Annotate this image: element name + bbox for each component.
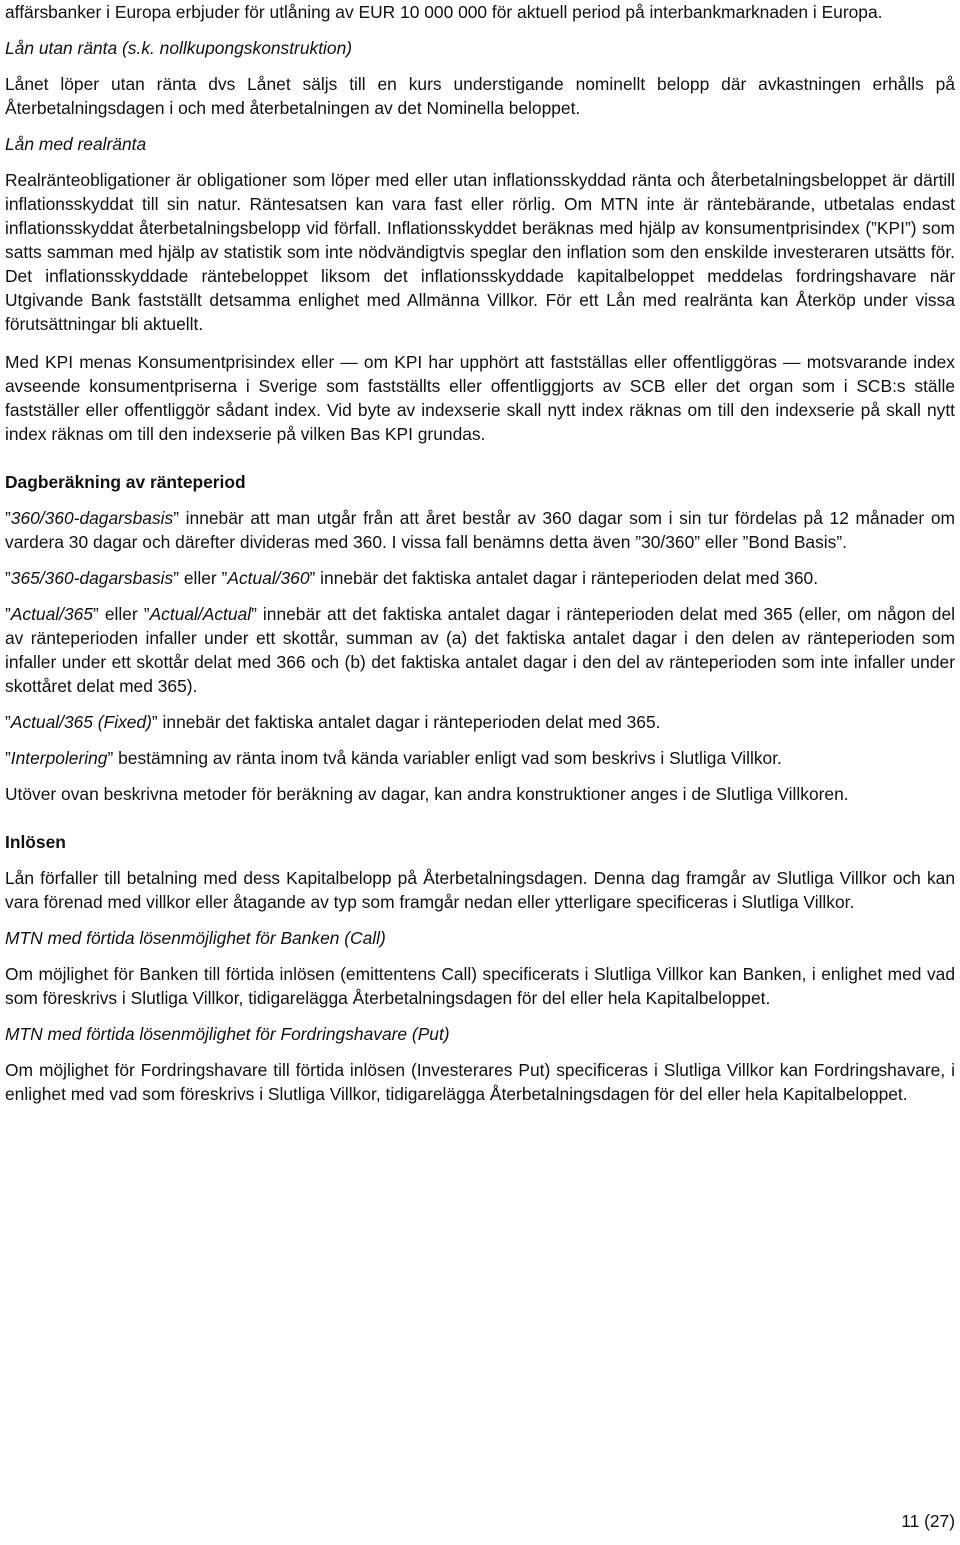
text-run: ” eller ” bbox=[173, 568, 228, 588]
subheading-put: MTN med förtida lösenmöjlighet för Fordringshavare (Put) bbox=[5, 1024, 450, 1044]
text-run: ” innebär det faktiska antalet dagar i ränteperioden delat med 365. bbox=[151, 712, 661, 732]
day-count-365-360-paragraph bbox=[5, 566, 955, 590]
term-365-360: 365/360-dagarsbasis bbox=[10, 568, 174, 588]
page-number: 11 (27) bbox=[901, 1511, 955, 1531]
subheading-zero-coupon: Lån utan ränta (s.k. nollkupongskonstruktion) bbox=[5, 38, 353, 58]
text-run: ” eller ” bbox=[92, 604, 150, 624]
text-run: ” bbox=[5, 508, 11, 528]
text-run: ” innebär att det faktiska antalet dagar i ränteperioden delat med 365 (eller, om någon del av ränteperioden infaller under ett skottår, summan av (a) det faktiska antalet dagar i den delen av ränteperioden som infaller under ett skottår delat med 366 och (b) det faktiska antalet dagar i den del av ränteperioden som inte infaller under skottåret delat med 365). bbox=[5, 604, 955, 696]
intro-paragraph: affärsbanker i Europa erbjuder för utlåning av EUR 10 000 000 för aktuell period på interbankmarknaden i Europa. bbox=[5, 2, 883, 22]
heading-redemption: Inlösen bbox=[5, 832, 66, 852]
day-count-actual-365-paragraph bbox=[5, 602, 955, 698]
put-paragraph: Om möjlighet för Fordringshavare till förtida inlösen (Investerares Put) specificeras i Slutliga Villkor kan Fordringshavare, i enlighet med vad som föreskrivs i Slutliga Villkor, tidigarelägga Återbetalningsdagen för del eller hela Kapitalbeloppet. bbox=[5, 1060, 955, 1104]
term-actual-365-fixed: Actual/365 (Fixed) bbox=[10, 712, 152, 732]
zero-coupon-paragraph: Lånet löper utan ränta dvs Lånet säljs till en kurs understigande nominellt belopp där avkastningen erhålls på Återbetalningsdagen i och med återbetalningen av det Nominella beloppet. bbox=[5, 74, 955, 118]
subheading-call: MTN med förtida lösenmöjlighet för Banken (Call) bbox=[5, 928, 386, 948]
day-count-fixed-paragraph bbox=[5, 710, 955, 734]
text-run: ” bbox=[5, 748, 11, 768]
term-actual-360: Actual/360 bbox=[227, 568, 310, 588]
other-methods-paragraph: Utöver ovan beskrivna metoder för beräkning av dagar, kan andra konstruktioner anges i de Slutliga Villkoren. bbox=[5, 784, 849, 804]
redemption-paragraph: Lån förfaller till betalning med dess Kapitalbelopp på Återbetalningsdagen. Denna dag framgår av Slutliga Villkor och kan vara förenad med villkor eller åtagande av typ som framgår nedan eller ytterligare specificeras i Slutliga Villkor. bbox=[5, 868, 955, 912]
document-page bbox=[5, 0, 955, 1106]
subheading-real-interest: Lån med realränta bbox=[5, 134, 147, 154]
term-interpolation: Interpolering bbox=[10, 748, 108, 768]
text-run: ” bbox=[5, 712, 11, 732]
kpi-paragraph: Med KPI menas Konsumentprisindex eller — om KPI har upphört att fastställas eller offentliggöras — motsvarande index avseende konsumentpriserna i Sverige som fastställts eller offentliggjorts av SCB eller det organ som i SCB:s ställe fastställer eller offentliggör sådant index. Vid byte av indexserie skall nytt index räknas om till den indexserie på skall nytt index räknas om till den indexserie på vilken Bas KPI grundas. bbox=[5, 352, 955, 444]
term-360-360: 360/360-dagarsbasis bbox=[10, 508, 174, 528]
term-actual-365: Actual/365 bbox=[10, 604, 93, 624]
term-actual-actual: Actual/Actual bbox=[149, 604, 252, 624]
day-count-360-paragraph bbox=[5, 506, 955, 554]
real-interest-paragraph: Realränteobligationer är obligationer som löper med eller utan inflationsskyddad ränta och återbetalningsbeloppet är därtill inflationsskyddat till sin natur. Räntesatsen kan vara fast eller rörlig. Om MTN inte är räntebärande, utbetalas endast inflationsskyddat återbetalningsbelopp vid förfall. Inflationsskyddet beräknas med hjälp av konsumentprisindex (”KPI”) som satts samman med hjälp av statistik som inte nödvändigtvis speglar den inflation som den enskilde investeraren utsätts för. Det inflationsskyddade räntebeloppet liksom det inflationsskyddade kapitalbeloppet meddelas fordringshavare när Utgivande Bank fastställt detsamma enlighet med Allmänna Villkor. För ett Lån med realränta kan Återköp under vissa förutsättningar bli aktuellt. bbox=[5, 170, 955, 334]
text-run: ” bestämning av ränta inom två kända variabler enligt vad som beskrivs i Slutliga Villkor. bbox=[107, 748, 782, 768]
call-paragraph: Om möjlighet för Banken till förtida inlösen (emittentens Call) specificerats i Slutliga Villkor kan Banken, i enlighet med vad som föreskrivs i Slutliga Villkor, tidigarelägga Återbetalningsdagen för del eller hela Kapitalbeloppet. bbox=[5, 964, 955, 1008]
text-run: ” innebär det faktiska antalet dagar i ränteperioden delat med 360. bbox=[309, 568, 819, 588]
interpolation-paragraph bbox=[5, 746, 955, 770]
text-run: ” bbox=[5, 604, 11, 624]
text-run: ” innebär att man utgår från att året består av 360 dagar som i sin tur fördelas på 12 månader om vardera 30 dagar och därefter divideras med 360. I vissa fall benämns detta även ”30/360” eller ”Bond Basis”. bbox=[5, 508, 955, 552]
heading-day-count: Dagberäkning av ränteperiod bbox=[5, 472, 246, 492]
text-run: ” bbox=[5, 568, 11, 588]
